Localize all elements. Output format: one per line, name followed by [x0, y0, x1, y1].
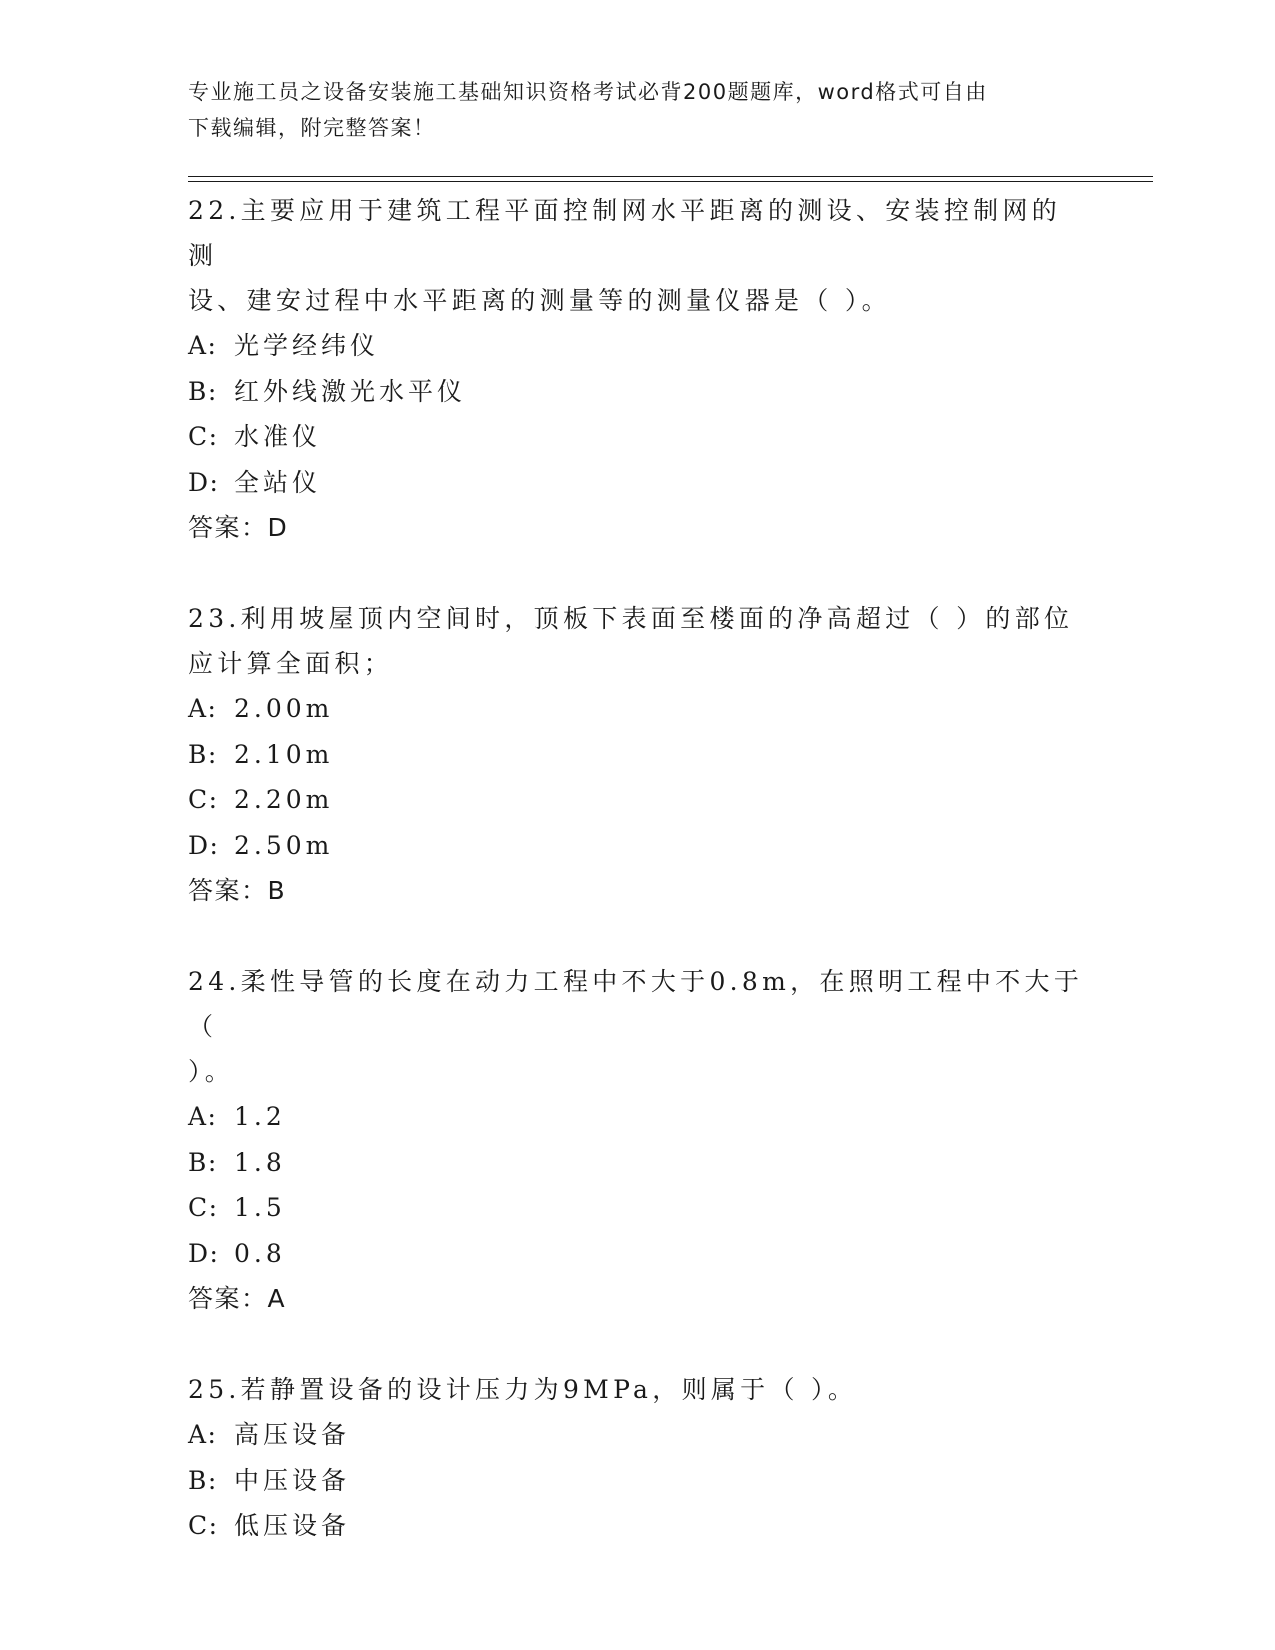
option-a [188, 1412, 1088, 1458]
option-c [188, 414, 1088, 460]
option-text: 1.2 [234, 1102, 286, 1131]
question-23 [188, 596, 1088, 913]
option-b [188, 732, 1088, 778]
option-text: 2.00m [234, 694, 334, 723]
option-text: 2.50m [234, 830, 334, 860]
question-stem-line: 24.柔性导管的长度在动力工程中不大于0.8m，在照明工程中不大于（ [188, 967, 1084, 1041]
option-text: 水准仪 [234, 422, 322, 451]
question-stem-line: 22.主要应用于建筑工程平面控制网水平距离的测设、安装控制网的测 [188, 196, 1062, 270]
header-line-1: 专业施工员之设备安装施工基础知识资格考试必背200题题库，word格式可自由 [188, 80, 988, 104]
option-letter: A: [188, 694, 218, 723]
question-22 [188, 188, 1088, 550]
option-a [188, 686, 1088, 732]
option-letter: A: [188, 331, 218, 360]
option-a [188, 1094, 1088, 1140]
answer-line: 答案：D [188, 513, 289, 542]
option-text: 2.20m [234, 785, 334, 814]
option-text: 1.5 [234, 1193, 286, 1222]
option-c [188, 1185, 1088, 1231]
document-header [188, 74, 1088, 146]
option-letter: B: [188, 739, 218, 769]
option-b [188, 1140, 1088, 1186]
option-text: 高压设备 [234, 1420, 351, 1449]
header-divider-bottom [188, 181, 1153, 182]
option-text: 2.10m [234, 739, 334, 769]
option-letter: C: [188, 1511, 219, 1540]
option-d [188, 1231, 1088, 1277]
option-b [188, 1458, 1088, 1504]
option-letter: C: [188, 422, 219, 451]
question-list [188, 188, 1088, 1595]
question-25 [188, 1367, 1088, 1549]
option-letter: D: [188, 1238, 220, 1268]
option-d [188, 460, 1088, 506]
option-letter: D: [188, 830, 220, 860]
option-letter: B: [188, 1465, 218, 1495]
option-text: 全站仪 [234, 467, 322, 497]
question-stem-line: 设、建安过程中水平距离的测量等的测量仪器是（ ）。 [188, 286, 891, 315]
option-text: 中压设备 [234, 1465, 351, 1495]
question-stem-line: 25.若静置设备的设计压力为9MPa，则属于（ ）。 [188, 1375, 858, 1404]
option-letter: D: [188, 467, 220, 497]
option-text: 0.8 [234, 1238, 286, 1268]
header-line-2: 下载编辑，附完整答案！ [188, 116, 436, 140]
question-stem-line: 应计算全面积； [188, 649, 394, 678]
question-stem-line: ）。 [188, 1057, 235, 1086]
answer-line: 答案：A [188, 1284, 287, 1313]
option-letter: C: [188, 785, 219, 814]
option-b [188, 369, 1088, 415]
question-24 [188, 959, 1088, 1321]
option-text: 红外线激光水平仪 [234, 376, 467, 406]
option-letter: B: [188, 376, 218, 406]
option-text: 低压设备 [234, 1511, 351, 1540]
option-d [188, 823, 1088, 869]
option-c [188, 1503, 1088, 1549]
option-c [188, 777, 1088, 823]
answer-line: 答案：B [188, 876, 287, 905]
question-stem-line: 23.利用坡屋顶内空间时，顶板下表面至楼面的净高超过（ ）的部位 [188, 604, 1074, 633]
header-divider-top [188, 176, 1153, 177]
option-letter: A: [188, 1420, 218, 1449]
option-letter: C: [188, 1193, 219, 1222]
option-letter: B: [188, 1147, 218, 1177]
option-letter: A: [188, 1102, 218, 1131]
option-text: 光学经纬仪 [234, 331, 380, 360]
option-a [188, 323, 1088, 369]
option-text: 1.8 [234, 1147, 286, 1177]
